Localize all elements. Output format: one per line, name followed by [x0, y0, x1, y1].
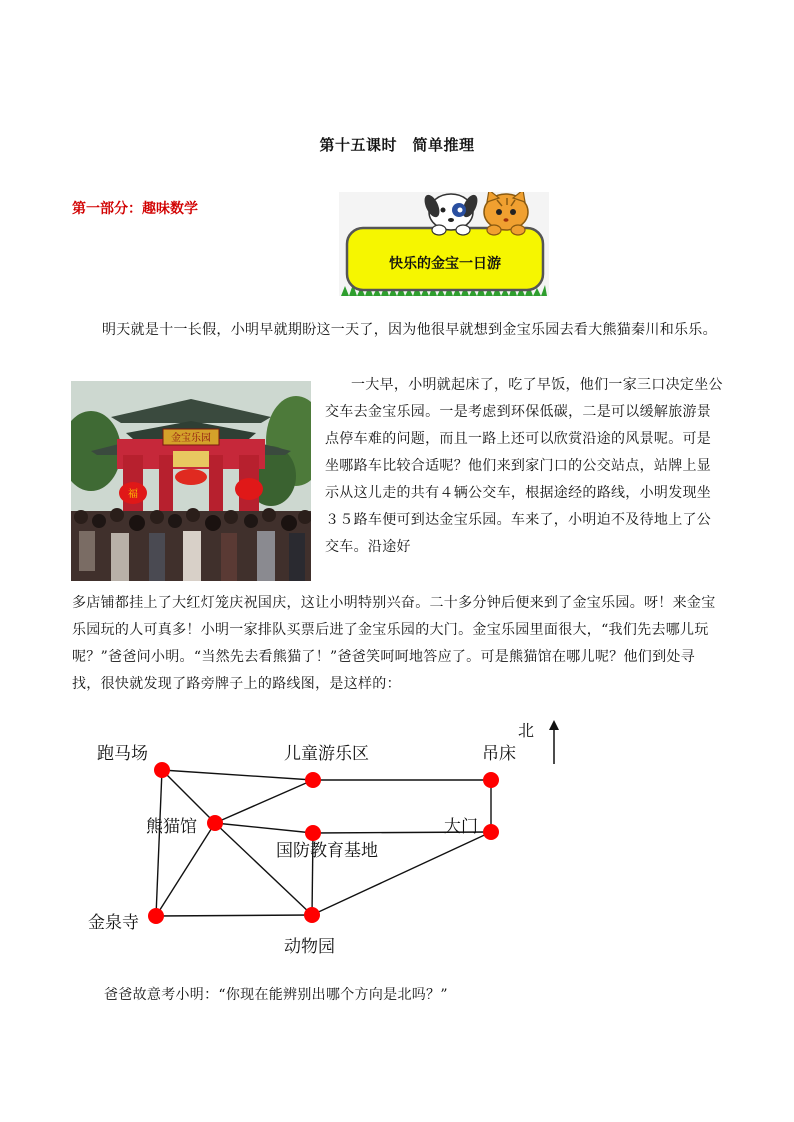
- banner-illustration: [339, 192, 549, 296]
- question-text: 爸爸故意考小明：“你现在能辨别出哪个方向是北吗？”: [104, 987, 448, 1003]
- banner: [339, 192, 549, 296]
- label-dongwuyuan: 动物园: [284, 937, 335, 957]
- node-diaochuang: [483, 772, 499, 788]
- paragraph-2-text: 一大早，小明就起床了，吃了早饭，他们一家三口决定坐公交车去金宝乐园。一是考虑到环保低碳，二是可以缓解旅游景点停车难的问题，而且一路上还可以欣赏沿途的风景呢。可是坐哪路车比较合适呢？他们来到家门口的公交站点，站牌上显示从这儿走的共有４辆公交车，根据途经的路线，小明发现坐３５路车便可到达金宝乐园。车来了，小明迫不及待地上了公交车。沿途好: [325, 377, 723, 555]
- node-xiongmao: [207, 815, 223, 831]
- north-arrow-head: [549, 720, 559, 730]
- paragraph-3: 多店铺都挂上了大红灯笼庆祝国庆，这让小明特别兴奋。二十多分钟后便来到了金宝乐园。呀！来金宝乐园玩的人可真多！小明一家排队买票后进了金宝乐园的大门。金宝乐园里面很大，“我们先去哪儿玩呢？”爸爸问小明。“当然先去看熊猫了！”爸爸笑呵呵地答应了。可是熊猫馆在哪儿呢？他们到处寻找，很快就发现了路旁牌子上的路线图，是这样的：: [72, 595, 716, 692]
- node-paomachang: [154, 762, 170, 778]
- label-jinquansi: 金泉寺: [88, 913, 139, 933]
- label-ertong: 儿童游乐区: [284, 744, 369, 764]
- label-xiongmao: 熊猫馆: [146, 817, 197, 837]
- banner-text: 快乐的金宝一日游: [389, 256, 501, 272]
- label-paomachang: 跑马场: [97, 744, 148, 764]
- gate-sign-text: 金宝乐园: [171, 433, 211, 444]
- lantern-char: 福: [128, 489, 138, 500]
- page-title: 第十五课时 简单推理: [319, 136, 475, 154]
- node-jinquansi: [148, 908, 164, 924]
- node-ertong: [305, 772, 321, 788]
- node-dongwuyuan: [304, 907, 320, 923]
- section-title: 第一部分：趣味数学: [72, 201, 198, 217]
- label-damen: 大门: [444, 817, 478, 837]
- park-gate-photo: [71, 381, 311, 581]
- route-map: [70, 712, 630, 972]
- north-label: 北: [518, 721, 535, 740]
- paragraph-1: 明天就是十一长假，小明早就期盼这一天了，因为他很早就想到金宝乐园去看大熊猫秦川和乐乐。: [102, 322, 717, 338]
- node-damen: [483, 824, 499, 840]
- label-diaochuang: 吊床: [482, 744, 516, 764]
- label-guofang: 国防教育基地: [276, 841, 378, 861]
- node-guofang: [305, 825, 321, 841]
- paragraph-2: [325, 372, 723, 561]
